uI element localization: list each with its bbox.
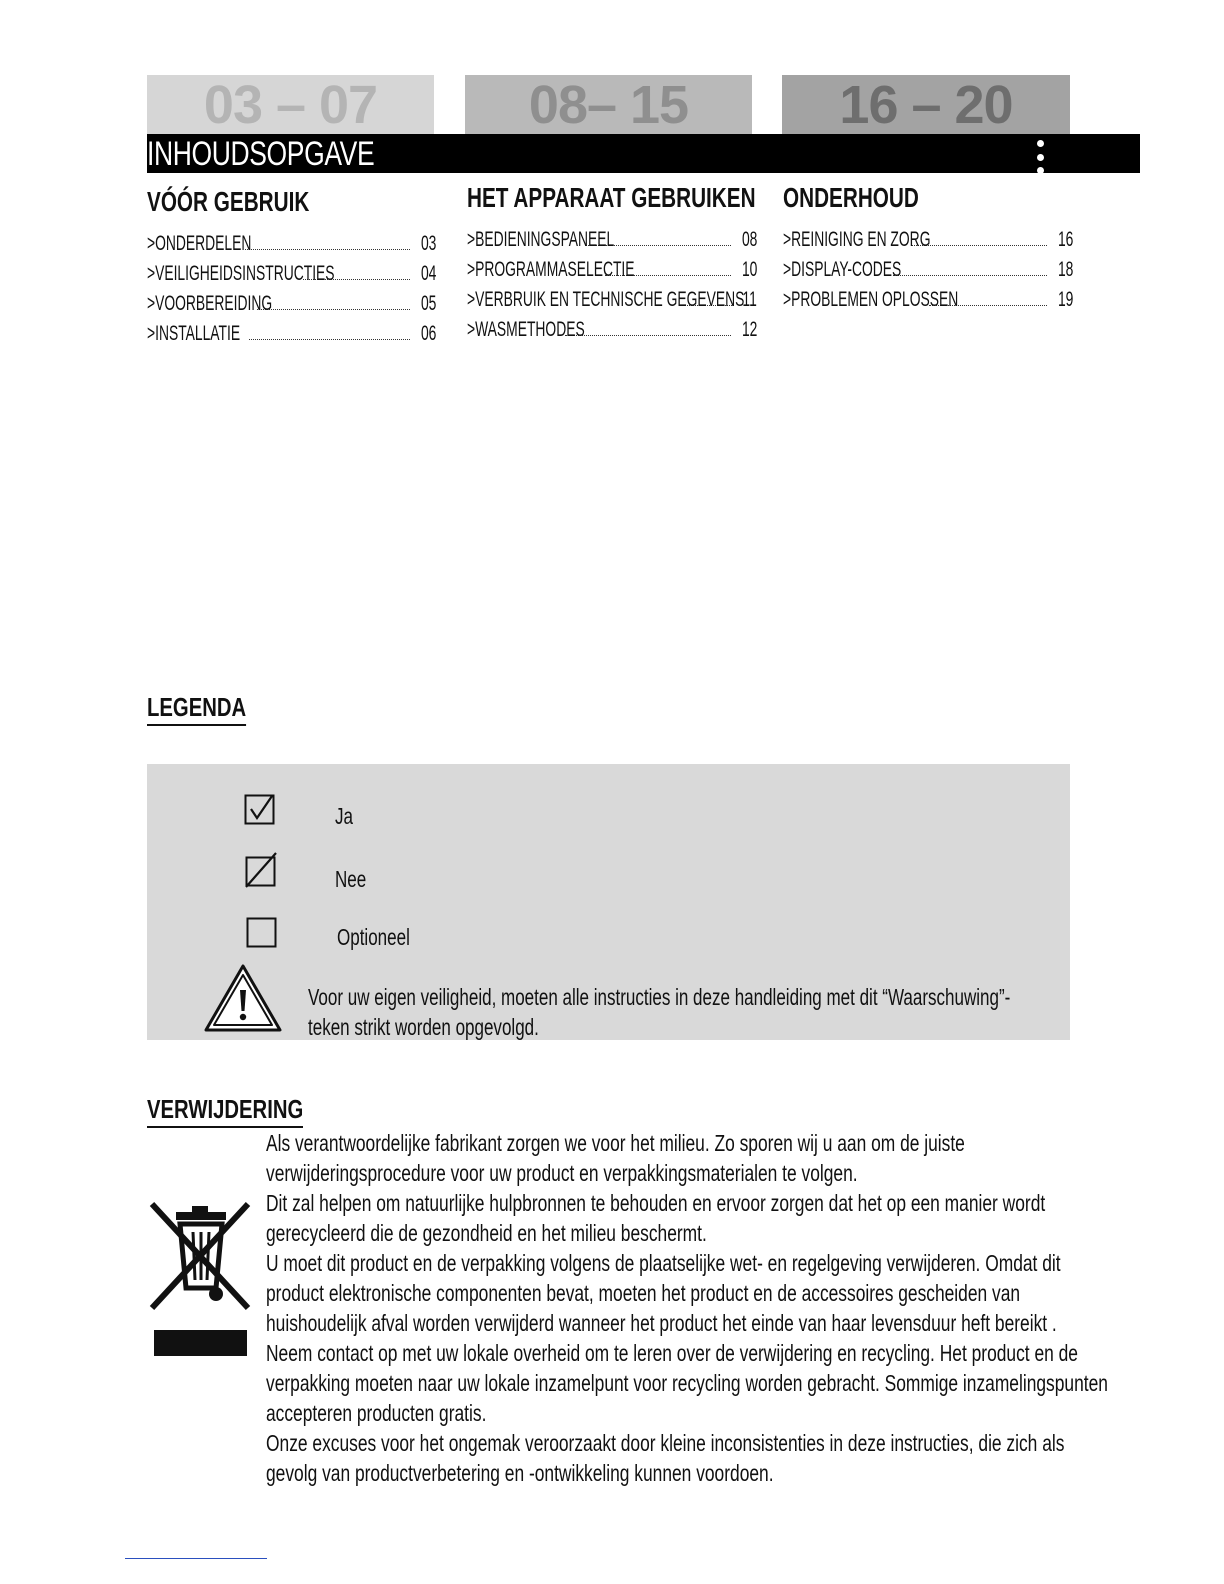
toc-item-label: >WASMETHODES xyxy=(467,318,585,341)
toc-item-page: 11 xyxy=(742,288,757,311)
toc-column-before-use xyxy=(147,184,436,352)
toc-item[interactable] xyxy=(147,232,436,262)
toc-item-page: 04 xyxy=(420,262,436,285)
disposal-paragraph: U moet dit product en de verpakking volgens de plaatselijke wet- en regelgeving verwijderen. Omdat dit product elektronische componenten bevat, moeten het product en de accessoires gescheiden van huishoudelijk afval worden verwijderd wanneer het product het einde van haar levensduur heft bereikt . xyxy=(266,1250,1061,1336)
legend-warning-text: Voor uw eigen veiligheid, moeten alle instructies in deze handleiding met dit “Waarschuwing”-teken strikt worden opgevolgd. xyxy=(308,984,1011,1040)
toc-item[interactable] xyxy=(467,318,757,348)
page-range-tab-2: 08– 15 xyxy=(465,75,752,134)
disposal-paragraph: Dit zal helpen om natuurlijke hulpbronnen te behouden en ervoor zorgen dat het op een manier wordt gerecycleerd die de gezondheid en het milieu beschermt. xyxy=(266,1190,1046,1246)
toc-item-page: 16 xyxy=(1057,228,1073,251)
toc-item-page: 06 xyxy=(420,322,436,345)
toc-item-label: >PROGRAMMASELECTIE xyxy=(467,258,635,281)
toc-item[interactable] xyxy=(783,288,1073,318)
toc-item-label: >VERBRUIK EN TECHNISCHE GEGEVENS xyxy=(467,288,745,311)
toc-item-page: 08 xyxy=(741,228,757,251)
title-bar xyxy=(147,134,1140,173)
checkbox-empty-icon xyxy=(246,917,278,949)
toc-item-label: >VEILIGHEIDSINSTRUCTIES xyxy=(147,262,335,285)
toc-item[interactable] xyxy=(147,292,436,322)
toc-item-page: 18 xyxy=(1057,258,1073,281)
toc-item-label: >DISPLAY-CODES xyxy=(783,258,902,281)
toc-item-label: >INSTALLATIE xyxy=(147,322,241,345)
toc-item-page: 10 xyxy=(741,258,757,281)
toc-heading: HET APPARAAT GEBRUIKEN xyxy=(467,182,756,213)
warning-triangle-icon xyxy=(203,963,283,1033)
toc-item-page: 19 xyxy=(1057,288,1073,311)
page-title: INHOUDSOPGAVE xyxy=(147,135,375,173)
toc-list xyxy=(147,232,436,352)
toc-item-label: >ONDERDELEN xyxy=(147,232,252,255)
disposal-text xyxy=(266,1128,1110,1488)
toc-list xyxy=(783,228,1073,318)
checkbox-crossed-icon xyxy=(244,852,278,888)
toc-item-label: >PROBLEMEN OPLOSSEN xyxy=(783,288,959,311)
weee-crossed-bin-icon xyxy=(148,1198,252,1358)
legend-no-label: Nee xyxy=(335,866,367,892)
toc-item-page: 12 xyxy=(741,318,757,341)
toc-item-page: 03 xyxy=(420,232,436,255)
toc-heading: ONDERHOUD xyxy=(783,182,919,213)
toc-item-label: >BEDIENINGSPANEEL xyxy=(467,228,615,251)
toc-item-page: 05 xyxy=(420,292,436,315)
legend-yes-label: Ja xyxy=(335,803,353,829)
disposal-paragraph: Als verantwoordelijke fabrikant zorgen we voor het milieu. Zo sporen wij u aan om de juiste verwijderingsprocedure voor uw product en verpakkingsmaterialen te volgen. xyxy=(266,1130,965,1186)
toc-heading: VÓÓR GEBRUIK xyxy=(147,186,310,217)
legend-optional-label: Optioneel xyxy=(337,924,410,950)
checkbox-checked-icon xyxy=(244,794,276,826)
toc-item[interactable] xyxy=(467,288,757,318)
page-range-tab-3: 16 – 20 xyxy=(782,75,1070,134)
disposal-paragraph: Onze excuses voor het ongemak veroorzaakt door kleine inconsistenties in deze instructies, die zich als gevolg van productverbetering en -ontwikkeling kunnen voordoen. xyxy=(266,1430,1065,1486)
disposal-heading: VERWIJDERING xyxy=(147,1094,303,1128)
toc-item[interactable] xyxy=(147,322,436,352)
legend-heading: LEGENDA xyxy=(147,692,246,726)
toc-item-label: >VOORBEREIDING xyxy=(147,292,273,315)
toc-column-using-appliance xyxy=(467,180,757,348)
more-dots-icon xyxy=(1035,140,1045,174)
toc-item[interactable] xyxy=(147,262,436,292)
page-range-tab-1: 03 – 07 xyxy=(147,75,434,134)
toc-item[interactable] xyxy=(467,228,757,258)
toc-item[interactable] xyxy=(783,258,1073,288)
toc-item[interactable] xyxy=(783,228,1073,258)
footer-rule xyxy=(125,1558,267,1559)
toc-item[interactable] xyxy=(467,258,757,288)
toc-item-label: >REINIGING EN ZORG xyxy=(783,228,931,251)
toc-list xyxy=(467,228,757,348)
toc-column-maintenance xyxy=(783,180,1073,318)
disposal-paragraph: Neem contact op met uw lokale overheid om te leren over de verwijdering en recycling. Het product en de verpakking moeten naar uw lokale inzamelpunt voor recycling worden gebracht. Sommige inzamelingspunten accepteren producten gratis. xyxy=(266,1340,1108,1426)
